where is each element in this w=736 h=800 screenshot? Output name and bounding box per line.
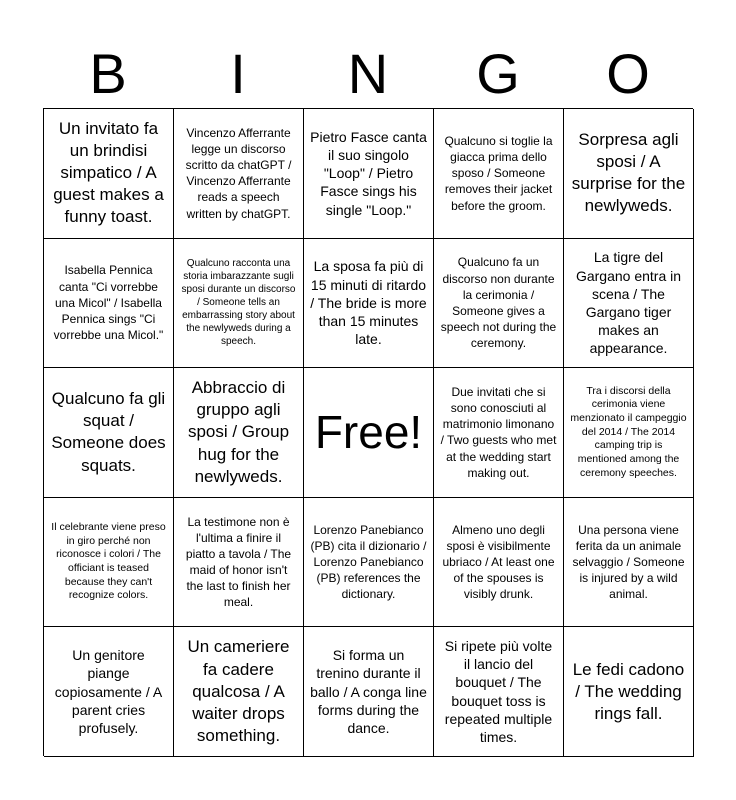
bingo-cell-2-3[interactable] [304,239,434,369]
bingo-cell-3-1[interactable] [44,368,174,498]
bingo-cell-4-5[interactable] [564,498,694,628]
cell-text: Un invitato fa un brindisi simpatico / A guest makes a funny toast. [53,119,164,227]
bingo-cell-4-3[interactable] [304,498,434,628]
cell-text: Vincenzo Afferrante legge un discorso scritto da chatGPT / Vincenzo Afferrante reads a speech written by chatGPT. [185,125,292,221]
header-letter-b: B [89,42,127,105]
bingo-cell-4-4[interactable] [434,498,564,628]
cell-text: Tra i discorsi della cerimonia viene menzionato il campeggio del 2014 / The 2014 camping trip is mentioned among the ceremony speeches. [570,384,687,479]
free-space-text: Free! [314,406,423,459]
bingo-cell-3-2[interactable] [174,368,304,498]
cell-text: Un cameriere fa cadere qualcosa / A waiter drops something. [187,637,290,745]
bingo-cell-5-1[interactable] [44,627,174,757]
cell-text: Due invitati che si sono conosciuti al matrimonio limonano / Two guests who met at the wedding start making out. [440,384,557,480]
bingo-cell-4-2[interactable] [174,498,304,628]
bingo-cell-3-5[interactable] [564,368,694,498]
cell-text: Qualcuno fa gli squat / Someone does squats. [51,389,166,475]
header-letter-i: I [230,42,246,105]
bingo-cell-1-4[interactable] [434,109,564,239]
cell-text: Abbraccio di gruppo agli sposi / Group hug for the newlyweds. [187,378,290,486]
header-letter-g: G [476,42,520,105]
cell-text: Un genitore piange copiosamente / A parent cries profusely. [54,647,163,736]
bingo-cell-2-2[interactable] [174,239,304,369]
bingo-grid [43,108,693,756]
bingo-cell-5-4[interactable] [434,627,564,757]
bingo-cell-5-3[interactable] [304,627,434,757]
bingo-cell-5-5[interactable] [564,627,694,757]
cell-text: La sposa fa più di 15 minuti di ritardo / The bride is more than 15 minutes late. [310,258,427,348]
cell-text: Il celebrante viene preso in giro perché non riconosce i colori / The officiant is teased because they can't recognize colors. [51,521,166,602]
bingo-cell-3-3-free[interactable] [304,368,434,498]
bingo-cell-2-1[interactable] [44,239,174,369]
cell-text: Almeno uno degli sposi è visibilmente ubriaco / At least one of the spouses is visibly drunk. [442,522,555,602]
bingo-cell-2-4[interactable] [434,239,564,369]
bingo-header [43,40,693,108]
cell-text: Sorpresa agli sposi / A surprise for the newlyweds. [571,130,686,216]
cell-text: Si ripete più volte il lancio del bouquet / The bouquet toss is repeated multiple times. [444,638,553,746]
cell-text: La testimone non è l'ultima a finire il piatto a tavola / The maid of honor isn't the last to finish her meal. [185,514,292,610]
cell-text: Le fedi cadono / The wedding rings fall. [572,659,685,723]
cell-text: Lorenzo Panebianco (PB) cita il dizionario / Lorenzo Panebianco (PB) references the dictionary. [310,522,427,602]
cell-text: Qualcuno racconta una storia imbarazzante sugli sposi durante un discorso / Someone tells an embarrassing story about the newlyweds during a speech. [181,258,296,348]
header-letter-o: O [606,42,650,105]
bingo-cell-4-1[interactable] [44,498,174,628]
cell-text: Isabella Pennica canta "Ci vorrebbe una Micol" / Isabella Pennica sings "Ci vorrebbe una Micol." [53,263,164,343]
bingo-cell-1-5[interactable] [564,109,694,239]
cell-text: La tigre del Gargano entra in scena / The Gargano tiger makes an appearance. [575,249,682,357]
bingo-cell-1-3[interactable] [304,109,434,239]
cell-text: Qualcuno si toglie la giacca prima dello sposo / Someone removes their jacket before the groom. [444,133,553,213]
cell-text: Si forma un trenino durante il ballo / A conga line forms during the dance. [310,647,427,736]
bingo-cell-2-5[interactable] [564,239,694,369]
bingo-cell-3-4[interactable] [434,368,564,498]
bingo-cell-1-2[interactable] [174,109,304,239]
bingo-cell-1-1[interactable] [44,109,174,239]
bingo-cell-5-2[interactable] [174,627,304,757]
cell-text: Pietro Fasce canta il suo singolo "Loop" / Pietro Fasce sings his single "Loop." [310,128,427,218]
cell-text: Qualcuno fa un discorso non durante la cerimonia / Someone gives a speech not during the ceremony. [440,255,557,351]
cell-text: Una persona viene ferita da un animale selvaggio / Someone is injured by a wild animal. [572,522,685,602]
header-letter-n: N [347,42,389,105]
